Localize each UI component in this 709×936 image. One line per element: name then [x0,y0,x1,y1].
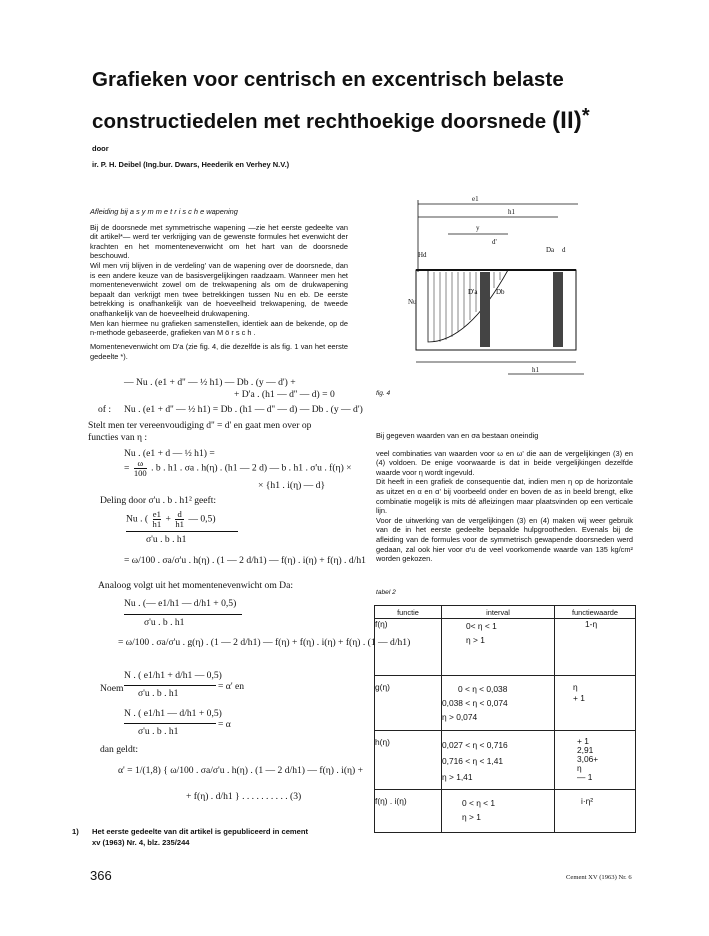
value-line: + 1 [573,693,585,703]
equation-7: = ω/100 . σa/σ'u . g(η) . (1 — 2 d/h1) — f(η) + f(η) . i(η) + f(η) . (1 — d/h1) [118,637,411,648]
figure-label-D-prime-a: D'a [468,288,478,296]
interval-line: 0 < η < 1 [462,798,496,808]
equation-6-numerator: Nu . (— e1/h1 — d/h1 + 0,5) [124,598,237,609]
article-title [92,62,652,140]
byline-door: door [92,144,109,153]
figure-4-cross-section [408,192,584,380]
table-cell-value [555,737,636,790]
title-line-1: Grafieken voor centrisch en excentrisch belaste [92,68,564,91]
section-subheading: Afleiding bij a s y m m e t r i s c h e wapening [90,207,238,216]
equation-4-pre: Nu . ( [126,513,149,525]
equation-5: = ω/100 . σa/σ'u . h(η) . (1 — 2 d/h1) — f(η) . i(η) + f(η) . d/h1 [124,555,366,566]
byline-author: ir. P. H. Deibel (Ing.bur. Dwars, Heederik en Verhey N.V.) [92,160,290,169]
equation-9-rhs: = α [218,719,231,730]
interval-line: η > 1,41 [442,772,473,782]
value-line: 1-η [585,619,598,629]
stelt-line-2: functies van η : [88,432,148,443]
value-line: 3,06+ [577,754,599,764]
equation-6-fraction-bar [124,614,242,615]
footnote [72,826,309,847]
title-footnote-star: * [581,105,590,127]
deling-line: Deling door σ'u . b . h1² geeft: [100,495,217,506]
figure-label-Da: Da [546,246,555,254]
left-column-text [90,207,348,338]
equation-3b [124,459,352,478]
table-cell-interval [442,619,555,676]
interval-line: η > 1 [462,812,481,822]
table-2 [374,605,636,833]
equation-9-numerator: N . ( e1/h1 — d/h1 + 0,5) [124,708,222,719]
equation-9-denominator: σ'u . b . h1 [138,726,179,737]
title-part-number: (II) [552,107,582,134]
value-line: η [577,763,582,773]
paragraph-2: Wil men vrij blijven in de verdeling' van de wapening over de doorsnede, dan is een andere keuze van de basisvergelijkingen raadzaam. Wanneer men het momentenevenwicht zowel om de trekwapening als om de drukwapening bepaalt dan verkrijgt men twee betrekkingen tussen Nu en eb. De eerste betrekking is onafhankelijk van de hoeveelheid trekwapening, de tweede onafhankelijk van de hoeveelheid drukwapening. [90,260,348,318]
journal-reference: Cement XV (1963) Nr. 6 [566,874,632,881]
page-number: 366 [90,868,112,883]
equation-4-plus: + [165,513,171,525]
column-header-functiewaarde: functiewaarde [555,606,636,619]
fraction-e1-h1 [153,510,162,529]
stress-hatching [434,272,500,342]
fraction-numerator: e1 [152,509,161,519]
interval-line: 0,716 < η < 1,41 [442,756,504,766]
equation-8-numerator: N . ( e1/h1 + d/h1 — 0,5) [124,670,222,681]
table-cell-value [555,682,636,731]
fraction-denominator: h1 [175,519,184,529]
right-paragraph-1: Bij gegeven waarden van en σa bestaan oneindig [376,431,539,440]
interval-line: 0,027 < η < 0,716 [442,740,508,750]
title-line-2 [92,98,652,140]
analoog-line: Analoog volgt uit het momentenevenwicht om Da: [98,580,294,591]
table-cell-function: f(η) . i(η) [375,796,442,833]
value-line: — 1 [577,772,593,782]
equation-3b-rest: . b . h1 . σa . h(η) . (h1 — 2 d) — b . h1 . σ'u . f(η) × [151,462,352,474]
equation-11: + f(η) . d/h1 } . . . . . . . . . . (3) [186,791,302,802]
fraction-denominator: h1 [152,519,162,529]
footnote-text-2: xv (1963) Nr. 4, blz. 235/244 [92,838,190,847]
value-line: η [573,682,578,692]
equation-9-fraction-bar [124,723,216,724]
figure-label-Nu: Nu [408,298,417,306]
reinforcement-bar-left [480,272,490,347]
table-cell-function: h(η) [375,737,442,790]
table-row [375,619,636,676]
equation-1b: + D'a . (h1 — d'' — d) = 0 [234,389,335,400]
table-cell-value [555,619,636,676]
table-row [375,737,636,790]
paragraph-3: Men kan hiermee nu grafieken samenstellen, identiek aan de bekende, op de n-methode gebaseerde, grafieken van M ö r s c h . [90,318,348,338]
column-header-interval: interval [442,606,555,619]
equation-3b-equals: = [124,462,130,474]
table-caption: tabel 2 [376,589,396,596]
equation-8-rhs: = α' en [218,681,245,692]
fraction-numerator: d [175,510,184,520]
table-cell-interval [442,796,555,833]
equation-8-denominator: σ'u . b . h1 [138,688,179,699]
equation-3c: × {h1 . i(η) — d} [258,480,326,491]
table-header-row [375,606,636,619]
title-line-2-text: constructiedelen met rechthoekige doorsnede [92,110,547,133]
reinforcement-bar-right [553,272,563,347]
noem-label: Noem [100,683,124,694]
equation-4-denominator: σ'u . b . h1 [146,534,187,545]
equation-8-fraction-bar [124,685,216,686]
figure-label-e1: e1 [472,195,479,203]
value-line: i·η² [581,796,594,806]
table-cell-interval [442,682,555,731]
table-row [375,682,636,731]
equation-4 [126,510,216,529]
interval-line: η > 0,074 [442,712,478,722]
figure-label-Hd: Hd [418,251,427,259]
value-line: + 1 [577,736,589,746]
equation-6-denominator: σ'u . b . h1 [144,617,185,628]
footnote-text-1: Het eerste gedeelte van dit artikel is gepubliceerd in cement [92,827,309,836]
dangeldt-line: dan geldt: [100,744,139,755]
footnote-number: 1) [72,827,79,836]
fraction-d-h1 [175,510,184,529]
column-header-functie: functie [375,606,442,619]
figure-label-h1-bottom: h1 [532,366,539,374]
interval-line: 0< η < 1 [466,621,497,631]
equation-2: Nu . (e1 + d'' — ½ h1) = Db . (h1 — d'' — d) — Db . (y — d') [124,404,363,415]
paragraph-1: Bij de doorsnede met symmetrische wapening —zie het eerste gedeelte van dit artikel*— werd ter verkrijging van de gewenste formules het evenwicht der krachten en het momentenevenwicht om het hart van de doorsnede beschouwd. [90,222,348,261]
table-row [375,796,636,833]
table-cell-function: f(η) [375,619,442,676]
equation-10: α' = 1/(1,8) { ω/100 . σa/σ'u . h(η) . (1 — 2 d/h1) — f(η) . i(η) + [118,765,364,776]
right-paragraph-3: Dit heeft in een grafiek de consequentie dat, indien men η op de horizontale as uitzet en α en α' bij voorbeeld onder en boven de as in beeld brengt, elke combinatie mogelijk is mits dé afleizingen maar plaatsvinden op een verticale lijn. [376,477,633,516]
right-paragraph-4: Voor de uitwerking van de vergelijkingen (3) en (4) maken wij weer gebruik van de in het eerste gedeelte bepaalde hulpgrootheden. Evenals bij de afleiding van de formules voor de symmetrisch gewapende doorsneden werd gedaan, zal ook hier voor σ'u de veel voorkomende waarde van 135 kg/cm² worden gekozen. [376,515,633,564]
table-cell-interval [442,737,555,790]
figure-label-y: y [476,224,480,232]
interval-line: 0 < η < 0,038 [458,684,508,694]
interval-line: η > 1 [466,635,485,645]
equation-3a: Nu . (e1 + d — ½ h1) = [124,448,215,459]
interval-line: 0,038 < η < 0,074 [442,698,508,708]
paragraph-4: Momentenevenwicht om D'a (zie fig. 4, die dezelfde is als fig. 1 van het eerste gedeelte *). [90,342,348,361]
equation-of-label: of : [98,404,112,415]
figure-label-h1: h1 [508,208,515,216]
figure-label-d: d [562,246,566,254]
figure-label-Db: Db [496,288,505,296]
fraction-numerator: ω [134,459,147,469]
stelt-line-1: Stelt men ter vereenvoudiging d'' = d' en gaat men over op [88,420,312,431]
equation-4-post: — 0,5) [188,513,216,525]
table-cell-value [555,796,636,833]
right-paragraph-2: veel combinaties van waarden voor ω en ω' die aan de vergelijkingen (3) en (4) voldoen. De enige voorwaarde is dat in beide vergelijkingen dezelfde waarde voor η wordt ingevuld. [376,448,633,477]
value-line: 2,91 [577,745,594,755]
figure-label-d-prime: d' [492,238,497,246]
fraction-omega-100 [134,459,147,478]
right-column-text [376,431,633,564]
table-cell-function: g(η) [375,682,442,731]
figure-caption: fig. 4 [376,390,391,397]
fraction-denominator: 100 [133,468,147,478]
equation-4-fraction-bar [126,531,238,532]
equation-1a: — Nu . (e1 + d'' — ½ h1) — Db . (y — d') + [124,377,296,388]
